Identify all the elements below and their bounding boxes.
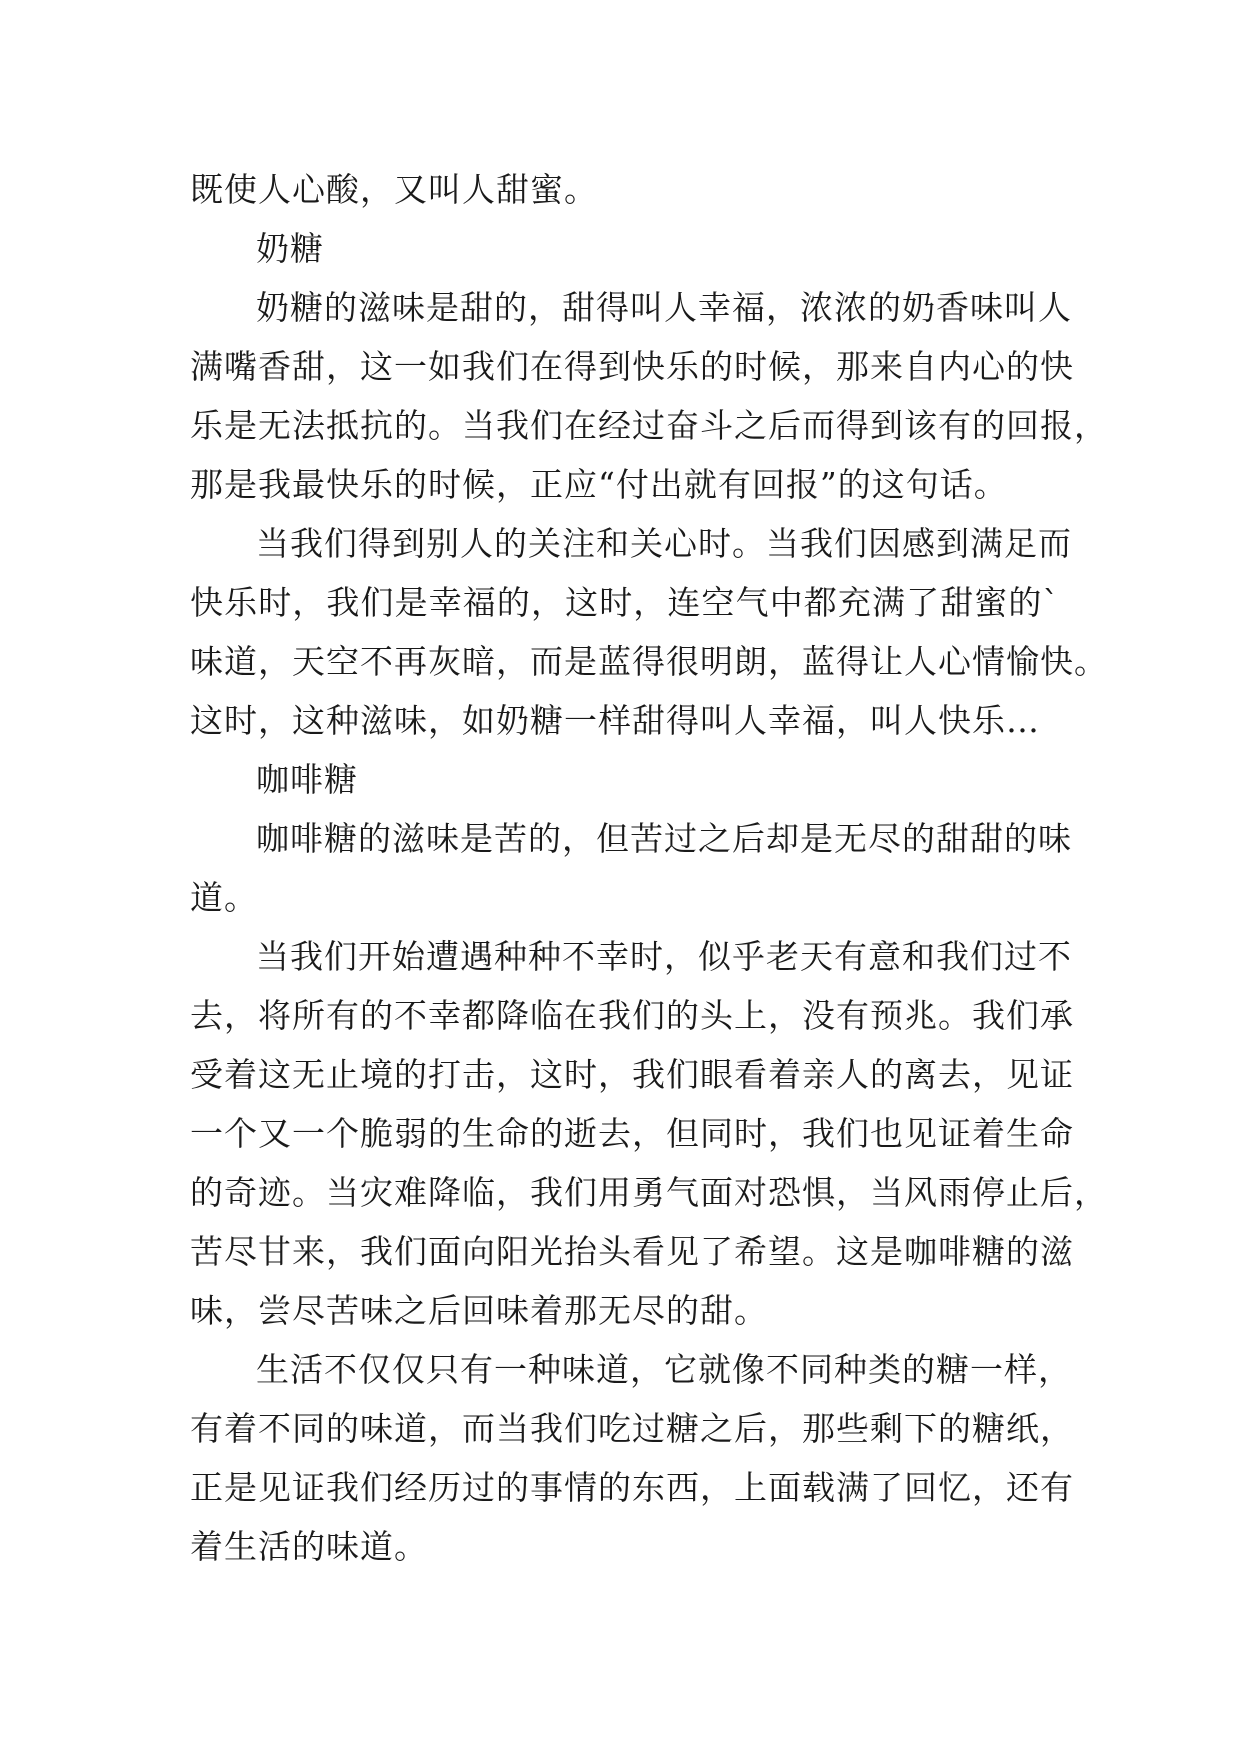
paragraph-line: 当我们得到别人的关注和关心时。当我们因感到满足而 [256, 524, 1072, 563]
paragraph-line: 当我们开始遭遇种种不幸时，似乎老天有意和我们过不 [256, 937, 1072, 976]
document-body [190, 160, 1108, 1576]
paragraph-line: 既使人心酸，又叫人甜蜜。 [190, 170, 598, 209]
paragraph-line: 奶糖的滋味是甜的，甜得叫人幸福，浓浓的奶香味叫人 [256, 288, 1072, 327]
paragraph-line: 咖啡糖的滋味是苦的，但苦过之后却是无尽的甜甜的味 [256, 819, 1072, 858]
paragraph-line: 那是我最快乐的时候，正应“付出就有回报”的这句话。 [190, 465, 1008, 504]
paragraph-line: 受着这无止境的打击，这时，我们眼看着亲人的离去，见证 [190, 1055, 1074, 1094]
paragraph-line: 乐是无法抵抗的。当我们在经过奋斗之后而得到该有的回报， [190, 406, 1108, 445]
section-heading-naitang: 奶糖 [256, 229, 324, 268]
paragraph-line: 苦尽甘来，我们面向阳光抬头看见了希望。这是咖啡糖的滋 [190, 1232, 1074, 1271]
section-heading-kafeitang: 咖啡糖 [256, 760, 358, 799]
paragraph-line: 有着不同的味道，而当我们吃过糖之后，那些剩下的糖纸， [190, 1409, 1074, 1448]
paragraph-line: 味道，天空不再灰暗，而是蓝得很明朗，蓝得让人心情愉快。 [190, 642, 1108, 681]
paragraph-line: 的奇迹。当灾难降临，我们用勇气面对恐惧，当风雨停止后， [190, 1173, 1108, 1212]
paragraph-line: 去，将所有的不幸都降临在我们的头上，没有预兆。我们承 [190, 996, 1074, 1035]
paragraph-line: 正是见证我们经历过的事情的东西，上面载满了回忆，还有 [190, 1468, 1074, 1507]
paragraph-line: 道。 [190, 878, 258, 917]
paragraph-line: 生活不仅仅只有一种味道，它就像不同种类的糖一样， [256, 1350, 1072, 1389]
paragraph-line: 这时，这种滋味，如奶糖一样甜得叫人幸福，叫人快乐… [190, 701, 1040, 740]
paragraph-line: 满嘴香甜，这一如我们在得到快乐的时候，那来自内心的快 [190, 347, 1074, 386]
paragraph-line: 着生活的味道。 [190, 1527, 428, 1566]
paragraph-line: 一个又一个脆弱的生命的逝去，但同时，我们也见证着生命 [190, 1114, 1074, 1153]
paragraph-line: 快乐时，我们是幸福的，这时，连空气中都充满了甜蜜的` [190, 583, 1060, 622]
paragraph-line: 味，尝尽苦味之后回味着那无尽的甜。 [190, 1291, 768, 1330]
